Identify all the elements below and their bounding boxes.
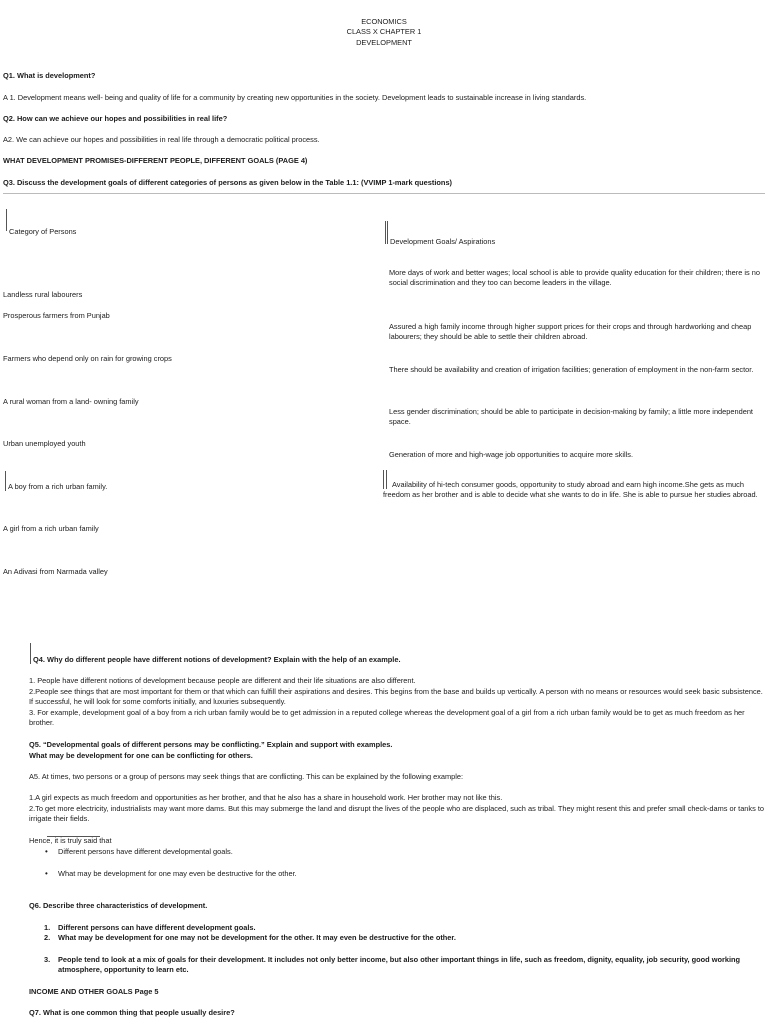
q6-point: Different persons can have different development goals. — [58, 923, 256, 932]
q5-intro: A5. At times, two persons or a group of persons may seek things that are conflicting. This can be explained by the following example: — [29, 772, 464, 781]
q5-point: 1.A girl expects as much freedom and opportunities as her brother, and that he also has a share in household work. Her brother may not like this. — [29, 793, 503, 802]
q4-point: 1. People have different notions of development because people are different and their life situations are also different. — [29, 676, 416, 685]
q5-question: Q5. “Developmental goals of different persons may be conflicting.” Explain and support with examples. — [29, 740, 393, 749]
category-item: Farmers who depend only on rain for growing crops — [3, 354, 172, 363]
chapter-title: DEVELOPMENT — [356, 38, 412, 47]
q5-bullet: What may be development for one may even be destructive for the other. — [58, 869, 297, 878]
category-item: A boy from a rich urban family. — [8, 482, 108, 491]
q2-answer: A2. We can achieve our hopes and possibilities in real life through a democratic political process. — [3, 135, 320, 144]
table-col2-header: Development Goals/ Aspirations — [390, 237, 496, 246]
column-marker — [6, 209, 7, 231]
q2-question: Q2. How can we achieve our hopes and possibilities in real life? — [3, 114, 228, 123]
section-heading-income: INCOME AND OTHER GOALS Page 5 — [29, 987, 159, 996]
q5-conclusion: Hence, it is truly said that — [29, 836, 112, 845]
table-col1-header: Category of Persons — [9, 227, 77, 236]
q3-question: Q3. Discuss the development goals of different categories of persons as given below in the Table 1.1: (VVIMP 1-mark questions) — [3, 178, 453, 187]
category-item: Landless rural labourers — [3, 290, 83, 299]
category-item: Prosperous farmers from Punjab — [3, 311, 110, 320]
q7-question: Q7. What is one common thing that people usually desire? — [29, 1008, 235, 1017]
q5-question-subline: What may be development for one can be conflicting for others. — [29, 751, 253, 760]
q6-number: 1. — [44, 923, 51, 932]
class-chapter-heading: CLASS X CHAPTER 1 — [346, 27, 422, 36]
q6-point: What may be development for one may not be development for the other. It may even be destructive for the other. — [58, 933, 456, 942]
q6-question: Q6. Describe three characteristics of development. — [29, 901, 208, 910]
divider-line — [3, 193, 765, 194]
q5-point: 2.To get more electricity, industrialists may want more dams. But this may submerge the land and disrupt the lives of the people who are displaced, such as tribal. They might resent this and prefer small check-dams or tanks to irrigate their fields. — [29, 804, 765, 823]
q1-question: Q1. What is development? — [3, 71, 96, 80]
column-marker — [387, 221, 388, 244]
q4-point: 3. For example, development goal of a boy from a rich urban family would be to get admission in a reputed college whereas the development goal of a girl from a rich urban family would be to get as much freedom as her brother. — [29, 708, 745, 727]
goal-item: Availability of hi-tech consumer goods, opportunity to study abroad and earn high income.She gets as much freedom as her brother and is able to decide what she wants to do in life. She is able to pursue her studies abroad. — [383, 480, 758, 499]
category-item: An Adivasi from Narmada valley — [3, 567, 108, 576]
goal-item: More days of work and better wages; local school is able to provide quality education for their children; there is no social discrimination and they too can become leaders in the village. — [389, 268, 760, 287]
q4-question: Q4. Why do different people have different notions of development? Explain with the help of an example. — [33, 655, 401, 664]
column-marker — [5, 471, 6, 491]
q6-number: 2. — [44, 933, 51, 942]
q1-answer: A 1. Development means well- being and quality of life for a community by creating new opportunities in the society. Development leads to sustainable increase in living standards. — [3, 93, 587, 102]
q5-bullet: Different persons have different developmental goals. — [58, 847, 233, 856]
goal-item: Assured a high family income through higher support prices for their crops and through hardworking and cheap labourers; they should be able to settle their children abroad. — [389, 322, 752, 341]
q6-point: People tend to look at a mix of goals for their development. It includes not only better income, but also other important things in life, such as freedom, dignity, equality, job security, good working atmosphere, opportunity to learn etc. — [58, 955, 741, 974]
goal-item: Generation of more and high-wage job opportunities to acquire more skills. — [389, 450, 634, 459]
column-marker — [385, 221, 386, 244]
goal-item: Less gender discrimination; should be able to participate in decision-making by family; a little more independent space. — [389, 407, 753, 426]
category-item: A girl from a rich urban family — [3, 524, 99, 533]
goal-item: There should be availability and creation of irrigation facilities; generation of employment in the non-farm sector. — [389, 365, 754, 374]
category-item: Urban unemployed youth — [3, 439, 86, 448]
subject-heading: ECONOMICS — [361, 17, 407, 26]
column-marker — [30, 643, 31, 664]
bullet-icon: • — [45, 869, 48, 878]
category-item: A rural woman from a land- owning family — [3, 397, 139, 406]
bullet-icon: • — [45, 847, 48, 856]
q4-point: 2.People see things that are most important for them or that which can fulfill their aspirations and desires. This begins from the base and builds up vertically. A person with no means or resources would seek basic subsistence. If successful, he will look for some comforts initially, and luxuries subsequently. — [29, 687, 763, 706]
section-heading-different-goals: WHAT DEVELOPMENT PROMISES-DIFFERENT PEOPLE, DIFFERENT GOALS (PAGE 4) — [3, 156, 308, 165]
q6-number: 3. — [44, 955, 51, 964]
